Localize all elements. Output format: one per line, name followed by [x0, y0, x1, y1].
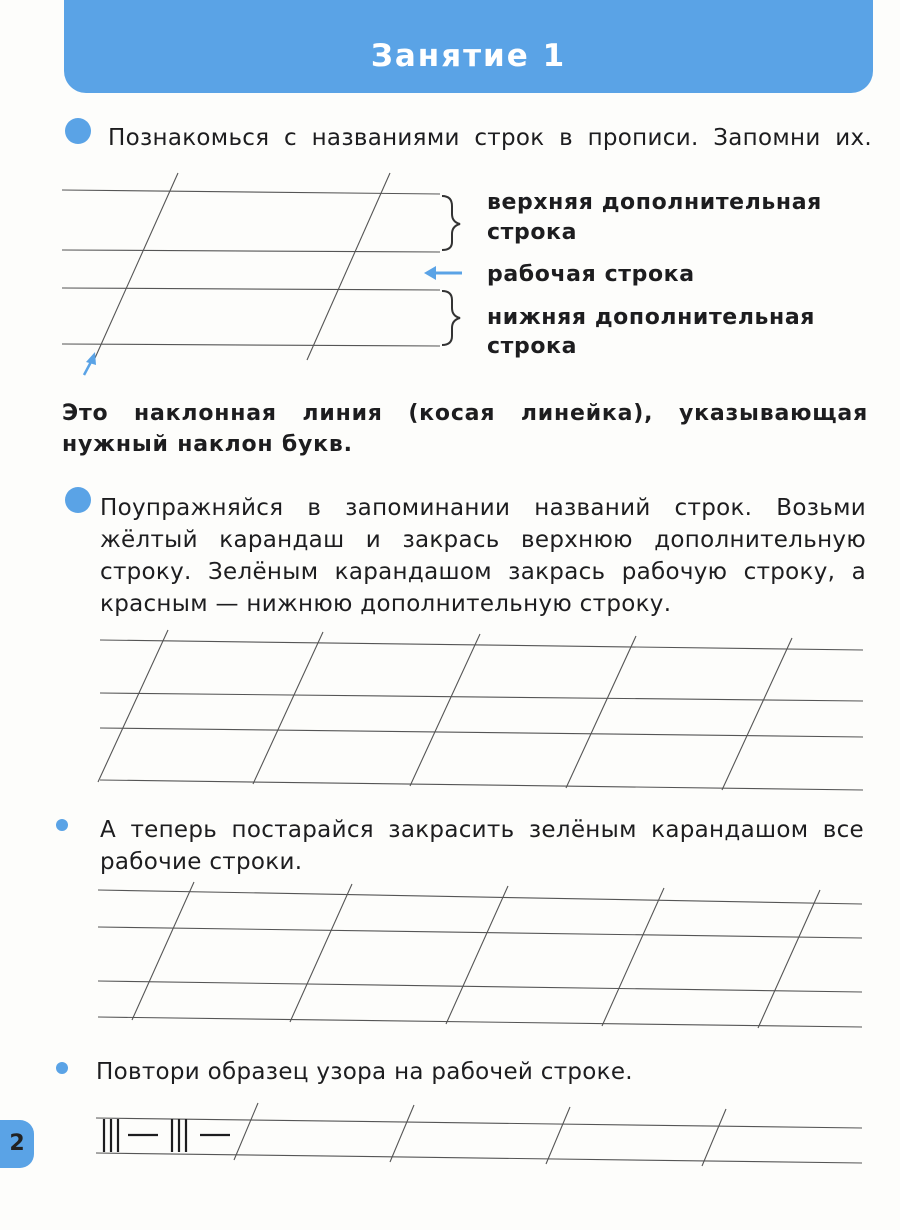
instruction-1: Познакомься с названиями строк в прописи. Запомни их. [108, 125, 872, 151]
label-working-line: рабочая строка [487, 262, 695, 287]
label-lower-additional-1: нижняя дополнительная [487, 305, 816, 330]
instruction-3: А теперь постарайся закрасить зелёным карандашом все рабочие строки. [100, 817, 864, 875]
lesson-header [64, 0, 873, 93]
bullet-icon [56, 1062, 68, 1074]
instruction-4: Повтори образец узора на рабочей строке. [96, 1059, 633, 1085]
label-upper-additional-2: строка [487, 220, 578, 245]
label-upper-additional-1: верхняя дополнительная [487, 190, 822, 215]
bullet-icon [56, 819, 68, 831]
label-lower-additional-2: строка [487, 334, 578, 359]
bullet-icon [65, 118, 91, 144]
slant-line-note: Это наклонная линия (косая линейка), указывающая нужный наклон букв. [62, 401, 868, 457]
pattern-sample [104, 1119, 230, 1152]
lesson-title: Занятие 1 [370, 38, 567, 74]
page-number: 2 [0, 1120, 34, 1168]
bullet-icon [65, 487, 91, 513]
instruction-2: Поупражняйся в запоминании названий строк. Возьми жёлтый карандаш и закрась верхнюю дополнительную строку. Зелёным карандашом закрась рабочую строку, а красным — нижнюю дополнительную строку. [100, 495, 866, 617]
